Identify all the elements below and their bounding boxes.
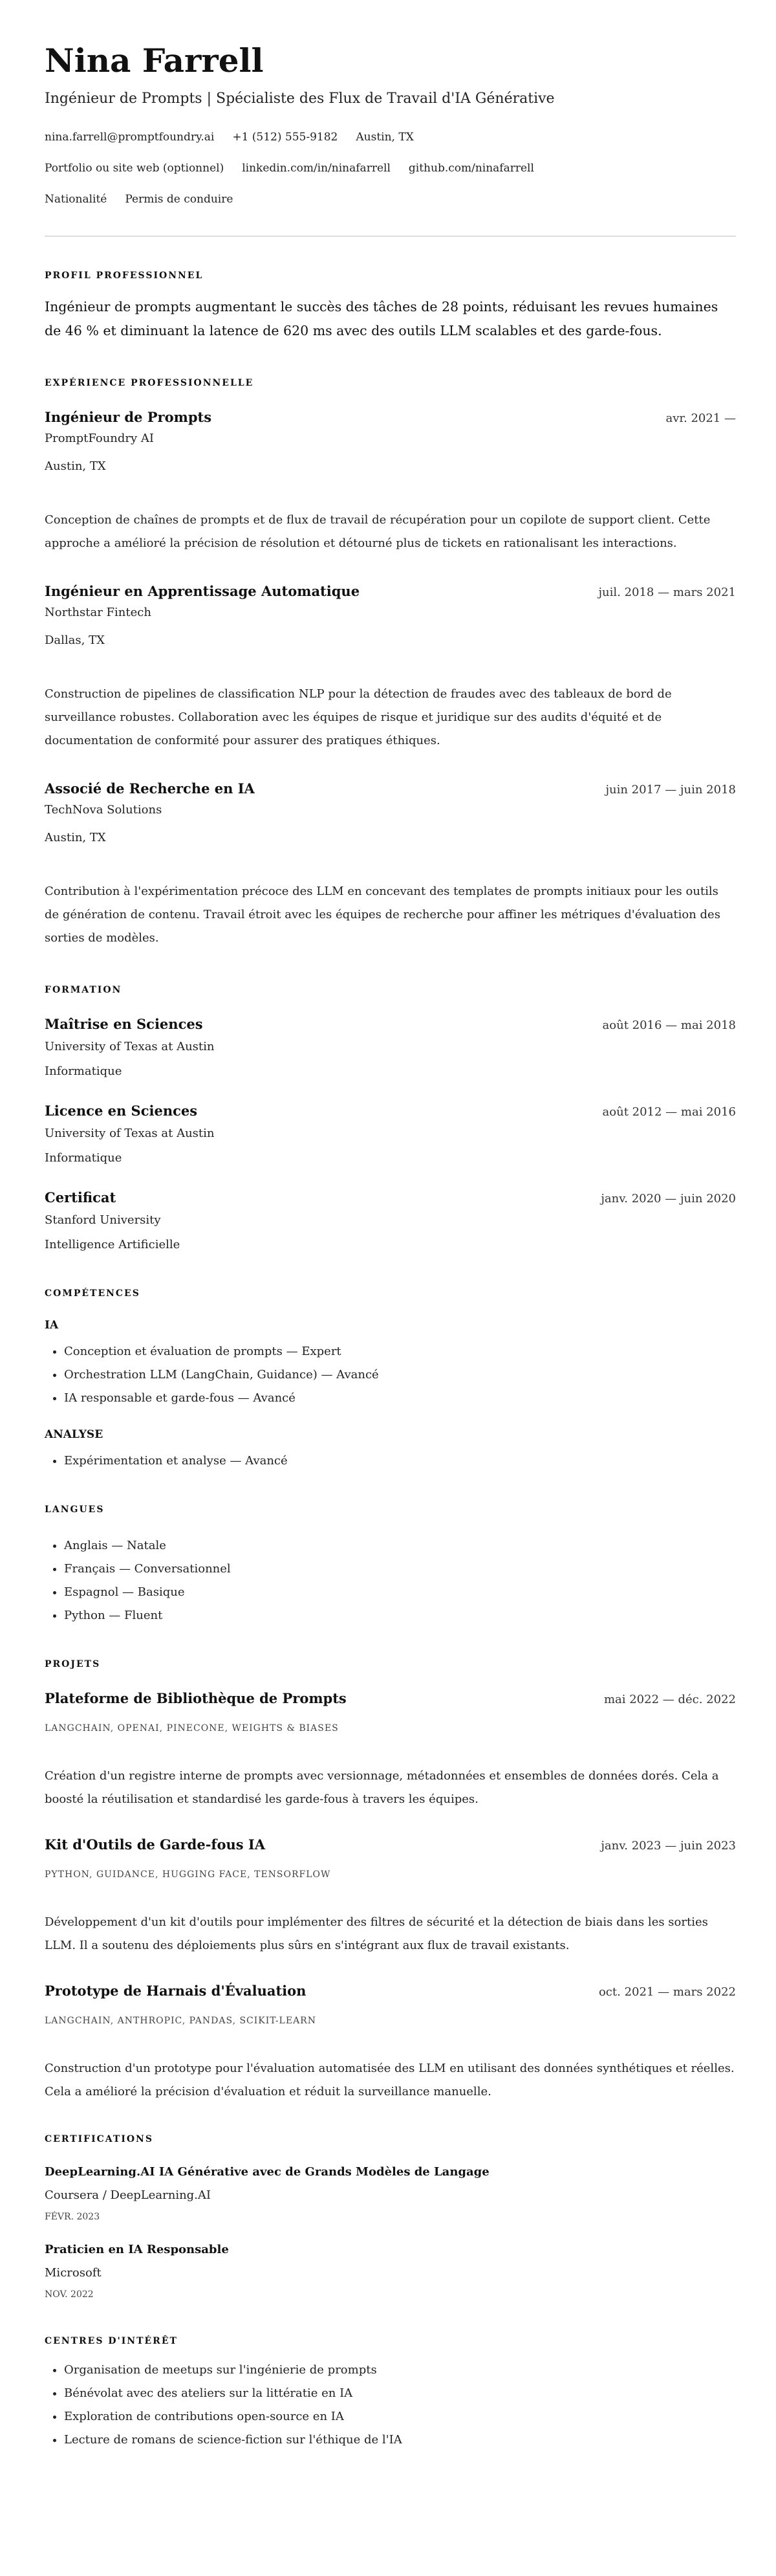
certification-entry: [45, 2164, 736, 2223]
job-location: Austin, TX: [45, 459, 106, 473]
skill-item: • IA responsable et garde-fous — Avancé: [64, 1390, 736, 1407]
certification-title: Praticien en IA Responsable: [45, 2243, 229, 2256]
skill-item: • Expérimentation et analyse — Avancé: [64, 1453, 736, 1470]
contact-row: [45, 190, 736, 208]
skill-category-title: IA: [45, 1319, 59, 1332]
project-tech-stack: LANGCHAIN, OPENAI, PINECONE, WEIGHTS & BIASES: [45, 1723, 339, 1734]
skill-list: [45, 1343, 736, 1407]
section-heading: COMPÉTENCES: [45, 1288, 140, 1299]
contact-info: [45, 128, 736, 208]
language-item: • Espagnol — Basique: [64, 1584, 736, 1601]
job-company: PromptFoundry AI: [45, 432, 155, 445]
project-description: Développement d'un kit d'outils pour implémenter des filtres de sécurité et la détection de biais dans les sorties LLM. Il a soutenu des déploiements plus sûrs en s'intégrant aux flux de travail existants.: [45, 1915, 708, 1952]
education-degree: Maîtrise en Sciences: [45, 1016, 203, 1032]
contact-item[interactable]: Nationalité: [45, 193, 107, 206]
education-header: [45, 1189, 736, 1208]
education-field: Informatique: [45, 1151, 122, 1165]
interest-item: • Bénévolat avec des ateliers sur la littératie en IA: [64, 2385, 736, 2402]
skill-list: [45, 1453, 736, 1470]
language-item: • Python — Fluent: [64, 1607, 736, 1624]
job-location: Dallas, TX: [45, 633, 105, 647]
project-entry: [45, 1836, 736, 1957]
job-company: TechNova Solutions: [45, 803, 162, 817]
education-degree: Licence en Sciences: [45, 1103, 198, 1119]
interest-item: • Organisation de meetups sur l'ingénierie de prompts: [64, 2362, 736, 2379]
profile-summary: Ingénieur de prompts augmentant le succès des tâches de 28 points, réduisant les revues humaines de 46 % et diminuant la latence de 620 ms avec des outils LLM scalables et des garde-fous.: [45, 299, 718, 338]
contact-item[interactable]: Permis de conduire: [125, 193, 233, 206]
job-header: [45, 780, 736, 799]
experience-section: [45, 377, 736, 950]
certifications-section: [45, 2133, 736, 2301]
language-item: • Français — Conversationnel: [64, 1561, 736, 1578]
contact-item[interactable]: nina.farrell@promptfoundry.ai: [45, 131, 215, 144]
education-field: Informatique: [45, 1064, 122, 1078]
education-degree: Certificat: [45, 1189, 116, 1205]
section-heading: CENTRES D'INTÉRÊT: [45, 2336, 178, 2346]
education-school: Stanford University: [45, 1213, 161, 1227]
contact-item[interactable]: Portfolio ou site web (optionnel): [45, 162, 224, 175]
interests-section: [45, 2335, 736, 2449]
education-header: [45, 1015, 736, 1035]
contact-row: [45, 128, 736, 146]
project-entry: [45, 1690, 736, 1811]
project-title: Prototype de Harnais d'Évaluation: [45, 1983, 307, 1999]
section-heading: PROFIL PROFESSIONNEL: [45, 270, 204, 281]
education-field: Intelligence Artificielle: [45, 1238, 180, 1251]
skill-item: • Conception et évaluation de prompts — Expert: [64, 1343, 736, 1360]
section-heading: FORMATION: [45, 985, 122, 995]
education-dates: août 2016 — mai 2018: [602, 1018, 736, 1032]
education-school: University of Texas at Austin: [45, 1127, 215, 1140]
certification-entry: [45, 2242, 736, 2301]
job-header: [45, 408, 736, 428]
job-title: Ingénieur en Apprentissage Automatique: [45, 583, 360, 599]
interest-item: • Exploration de contributions open-source en IA: [64, 2408, 736, 2425]
job-entry: [45, 780, 736, 950]
project-tech-stack: PYTHON, GUIDANCE, HUGGING FACE, TENSORFLOW: [45, 1869, 331, 1880]
contact-item[interactable]: +1 (512) 555-9182: [232, 131, 338, 144]
job-title: Ingénieur de Prompts: [45, 409, 212, 425]
candidate-name: Nina Farrell: [45, 41, 264, 80]
candidate-subtitle: Ingénieur de Prompts | Spécialiste des Flux de Travail d'IA Générative: [45, 91, 555, 107]
projects-section: [45, 1658, 736, 2104]
contact-item[interactable]: linkedin.com/in/ninafarrell: [242, 162, 391, 175]
project-description: Construction d'un prototype pour l'évaluation automatisée des LLM en utilisant des données synthétiques et réelles. Cela a amélioré la précision d'évaluation et réduit la surveillance manuelle.: [45, 2062, 735, 2098]
education-header: [45, 1102, 736, 1121]
job-description: Contribution à l'expérimentation précoce des LLM en concevant des templates de prompts initiaux pour les outils de génération de contenu. Travail étroit avec les équipes de recherche pour affiner les métriques d'évaluation des sorties de modèles.: [45, 885, 720, 945]
section-heading: PROJETS: [45, 1659, 101, 1669]
job-dates: juil. 2018 — mars 2021: [598, 586, 736, 599]
education-section: [45, 984, 736, 1253]
resume-header: [45, 41, 736, 208]
skill-item: • Orchestration LLM (LangChain, Guidance) — Avancé: [64, 1367, 736, 1383]
certification-issuer: Coursera / DeepLearning.AI: [45, 2188, 211, 2202]
project-title: Plateforme de Bibliothèque de Prompts: [45, 1690, 347, 1706]
job-description: Conception de chaînes de prompts et de flux de travail de récupération pour un copilote de support client. Cette approche a amélioré la précision de résolution et détourné plus de tickets en rationalisant les interactions.: [45, 513, 711, 550]
interest-item: • Lecture de romans de science-fiction sur l'éthique de l'IA: [64, 2432, 736, 2449]
job-dates: avr. 2021 —: [665, 412, 736, 425]
contact-item[interactable]: github.com/ninafarrell: [408, 162, 534, 175]
certification-title: DeepLearning.AI IA Générative avec de Grands Modèles de Langage: [45, 2165, 490, 2179]
education-entry: [45, 1189, 736, 1253]
section-heading: LANGUES: [45, 1504, 105, 1515]
project-header: [45, 1690, 736, 1709]
header-divider: [45, 236, 736, 237]
education-entry: [45, 1102, 736, 1167]
section-heading: CERTIFICATIONS: [45, 2134, 153, 2144]
job-entry: [45, 582, 736, 753]
job-dates: juin 2017 — juin 2018: [605, 783, 736, 797]
certification-date: FÉVR. 2023: [45, 2212, 100, 2222]
project-dates: oct. 2021 — mars 2022: [598, 1985, 736, 1999]
education-dates: août 2012 — mai 2016: [602, 1105, 736, 1119]
education-entry: [45, 1015, 736, 1080]
profile-section: [45, 269, 736, 343]
certification-date: NOV. 2022: [45, 2289, 94, 2300]
project-tech-stack: LANGCHAIN, ANTHROPIC, PANDAS, SCIKIT-LEARN: [45, 2016, 316, 2026]
contact-item[interactable]: Austin, TX: [356, 131, 414, 144]
project-description: Création d'un registre interne de prompts avec versionnage, métadonnées et ensembles de données dorés. Cela a boosté la réutilisation et standardisé les garde-fous à travers les équipes.: [45, 1769, 719, 1806]
project-title: Kit d'Outils de Garde-fous IA: [45, 1836, 265, 1853]
project-entry: [45, 1982, 736, 2104]
section-heading: EXPÉRIENCE PROFESSIONNELLE: [45, 378, 254, 388]
interests-list: [45, 2362, 736, 2449]
project-header: [45, 1836, 736, 1855]
skill-category-title: ANALYSE: [45, 1428, 103, 1441]
skills-section: [45, 1287, 736, 1470]
education-school: University of Texas at Austin: [45, 1040, 215, 1053]
languages-list: [45, 1537, 736, 1624]
education-dates: janv. 2020 — juin 2020: [601, 1192, 736, 1205]
job-entry: [45, 408, 736, 555]
certification-issuer: Microsoft: [45, 2266, 102, 2280]
project-header: [45, 1982, 736, 2001]
project-dates: janv. 2023 — juin 2023: [601, 1839, 736, 1853]
project-dates: mai 2022 — déc. 2022: [603, 1693, 736, 1706]
languages-section: [45, 1503, 736, 1624]
contact-row: [45, 159, 736, 177]
language-item: • Anglais — Natale: [64, 1537, 736, 1554]
job-location: Austin, TX: [45, 831, 106, 844]
job-title: Associé de Recherche en IA: [45, 780, 255, 797]
job-company: Northstar Fintech: [45, 606, 151, 619]
job-description: Construction de pipelines de classification NLP pour la détection de fraudes avec des tableaux de bord de surveillance robustes. Collaboration avec les équipes de risque et juridique sur des audits d'équité et de documentation de conformité pour assurer des pratiques éthiques.: [45, 687, 672, 747]
job-header: [45, 582, 736, 602]
